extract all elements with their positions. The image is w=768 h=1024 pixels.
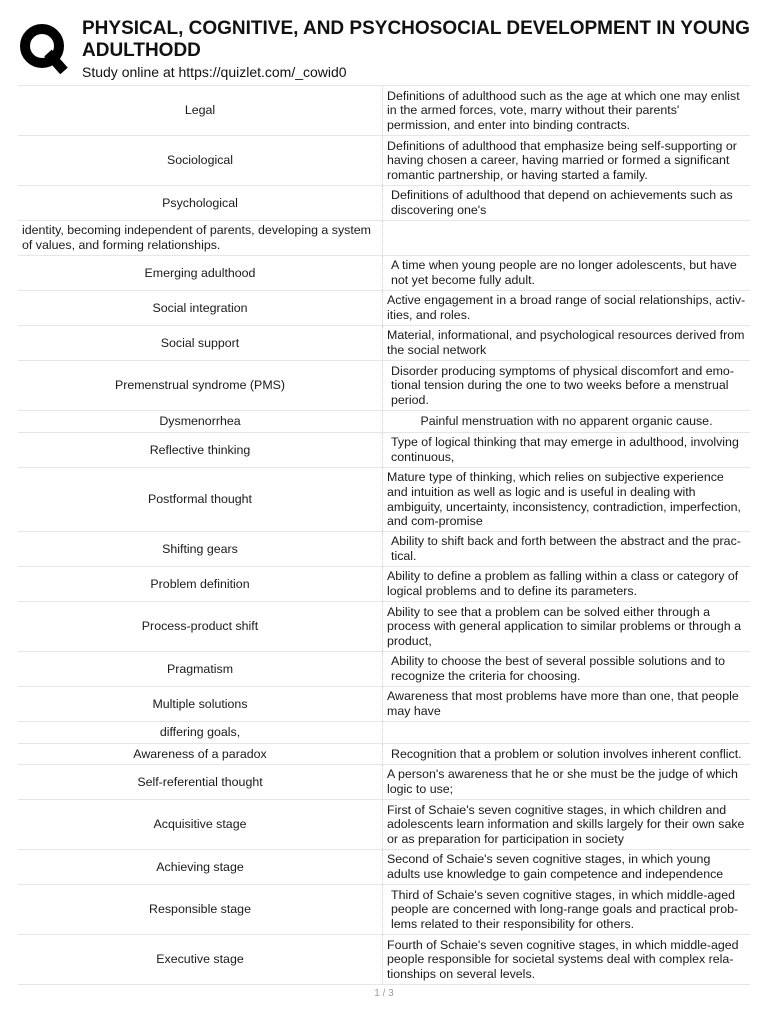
definition-cell — [382, 722, 750, 743]
term-cell: Premenstrual syndrome (PMS) — [114, 378, 286, 392]
term-cell: Achieving stage — [156, 859, 244, 874]
table-row — [18, 935, 750, 985]
study-link[interactable]: Study online at https://quizlet.com/_cowid0 — [82, 64, 347, 80]
definition-cell — [382, 221, 750, 255]
term-cell: Social integration — [152, 300, 248, 315]
term-cell: Sociological — [166, 153, 234, 167]
definition-cell: Fourth of Schaie's seven cognitive stages, in which middle-aged people responsible for societal systems deal with complex rela-tionships on several levels. — [382, 935, 750, 984]
definition-cell: Disorder producing symptoms of physical discomfort and emo-tional tension during the one to two weeks before a menstrual period. — [382, 361, 750, 410]
table-row — [18, 687, 750, 722]
table-row — [18, 433, 750, 468]
definition-cell: Definitions of adulthood such as the age at which one may enlist in the armed forces, vote, marry without their parents' permission, and enter into binding contracts. — [382, 86, 750, 135]
term-cell: Legal — [184, 103, 216, 117]
term-cell: Social support — [160, 335, 240, 350]
definition-cell: Second of Schaie's seven cognitive stages, in which young adults use knowledge to gain competence and independence — [382, 850, 750, 884]
term-cell: Process-product shift — [141, 619, 259, 633]
definition-cell: Mature type of thinking, which relies on subjective experience and intuition as well as logic and is useful in dealing with ambiguity, uncertainty, inconsistency, contradiction, imperfection, and com-promise — [382, 468, 750, 531]
term-cell: Shifting gears — [162, 541, 238, 556]
table-row — [18, 744, 750, 765]
flashcard-table — [18, 85, 750, 985]
definition-cell: Active engagement in a broad range of social relationships, activ-ities, and roles. — [382, 291, 750, 325]
term-cell: identity, becoming independent of parents, developing a system of values, and forming relationships. — [22, 223, 371, 252]
definition-cell: Painful menstruation with no apparent organic cause. — [382, 411, 750, 432]
definition-cell: Ability to define a problem as falling within a class or category of logical problems and to define its parameters. — [382, 567, 750, 601]
term-cell: Awareness of a paradox — [133, 746, 267, 761]
definition-cell: Definitions of adulthood that emphasize being self-supporting or having chosen a career, having married or formed a significant romantic partnership, or having started a family. — [382, 136, 750, 185]
table-row — [18, 602, 750, 652]
table-row — [18, 361, 750, 411]
term-cell: Postformal thought — [147, 492, 252, 506]
table-row — [18, 86, 750, 136]
table-row — [18, 468, 750, 532]
definition-cell: Ability to shift back and forth between the abstract and the prac-tical. — [382, 532, 750, 566]
table-row — [18, 326, 750, 361]
definition-cell: Awareness that most problems have more than one, that people may have — [382, 687, 750, 721]
term-cell: Responsible stage — [149, 902, 251, 916]
definition-cell: A time when young people are no longer adolescents, but have not yet become fully adult. — [382, 256, 750, 290]
table-row — [18, 765, 750, 800]
page-number: 1 / 3 — [374, 988, 394, 999]
term-cell: Pragmatism — [166, 661, 234, 676]
definition-cell: Type of logical thinking that may emerge in adulthood, involving continuous, — [382, 433, 750, 467]
definition-cell: Recognition that a problem or solution involves inherent conflict. — [382, 744, 750, 764]
table-row — [18, 256, 750, 291]
term-cell: Problem definition — [150, 576, 250, 591]
definition-cell: Ability to choose the best of several possible solutions and to recognize the criteria for choosing. — [382, 652, 750, 686]
quizlet-logo-icon — [18, 22, 70, 74]
definition-cell: Ability to see that a problem can be solved either through a process with general application to similar problems or through a product, — [382, 602, 750, 651]
table-row — [18, 136, 750, 186]
term-cell: Dysmenorrhea — [159, 414, 241, 428]
table-row — [18, 722, 750, 744]
term-cell: Reflective thinking — [149, 442, 251, 457]
term-cell: Acquisitive stage — [153, 817, 247, 831]
table-row — [18, 291, 750, 326]
table-row — [18, 567, 750, 602]
page-title: PHYSICAL, COGNITIVE, AND PSYCHOSOCIAL DEVELOPMENT IN YOUNG ADULTHODD — [82, 18, 750, 61]
term-cell: Multiple solutions — [152, 696, 248, 711]
definition-cell: A person's awareness that he or she must be the judge of which logic to use; — [382, 765, 750, 799]
term-cell: Executive stage — [156, 952, 244, 966]
table-row — [18, 532, 750, 567]
term-cell: Psychological — [162, 195, 238, 210]
definition-cell: Material, informational, and psychological resources derived from the social network — [382, 326, 750, 360]
term-cell: Emerging adulthood — [144, 265, 256, 280]
definition-cell: Third of Schaie's seven cognitive stages, in which middle-aged people are concerned with long-range goals and practical prob-lems related to their responsibility for others. — [382, 885, 750, 934]
table-row — [18, 186, 750, 221]
definition-cell: Definitions of adulthood that depend on achievements such as discovering one's — [382, 186, 750, 220]
definition-cell: First of Schaie's seven cognitive stages, in which children and adolescents learn information and skills largely for their own sake or as preparation for participation in society — [382, 800, 750, 849]
term-cell: Self-referential thought — [137, 774, 263, 789]
table-row — [18, 885, 750, 935]
table-row — [18, 652, 750, 687]
table-row — [18, 800, 750, 850]
table-row — [18, 221, 750, 256]
table-row — [18, 850, 750, 885]
table-row — [18, 411, 750, 433]
term-cell: differing goals, — [159, 725, 241, 739]
